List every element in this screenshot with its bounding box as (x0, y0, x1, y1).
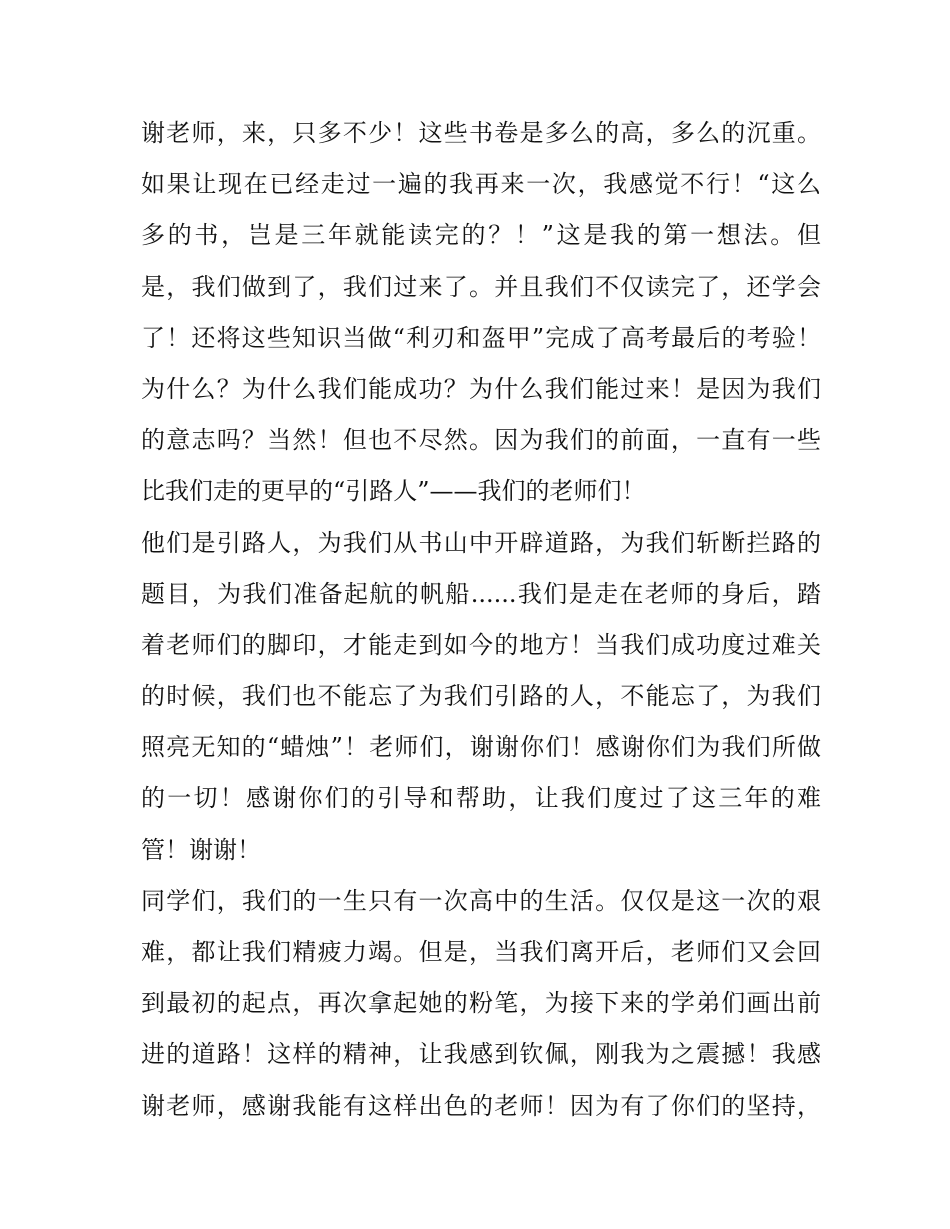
text-line: 了！还将这些知识当做“利刃和盔甲”完成了高考最后的考验！ (141, 323, 821, 352)
text-line: 到最初的起点，再次拿起她的粉笔，为接下来的学弟们画出前 (141, 989, 821, 1018)
text-line: 是，我们做到了，我们过来了。并且我们不仅读完了，还学会 (141, 272, 821, 301)
text-line: 照亮无知的“蜡烛”！老师们，谢谢你们！感谢你们为我们所做 (141, 733, 821, 762)
text-line: 的一切！感谢你们的引导和帮助，让我们度过了这三年的难 (141, 784, 821, 813)
text-line: 谢老师，来，只多不少！这些书卷是多么的高，多么的沉重。 (141, 119, 821, 147)
text-line: 题目，为我们准备起航的帆船......我们是走在老师的身后，踏 (141, 579, 821, 608)
text-line: 为什么？为什么我们能成功？为什么我们能过来！是因为我们 (141, 374, 821, 403)
text-line: 难，都让我们精疲力竭。但是，当我们离开后，老师们又会回 (141, 938, 821, 966)
text-line: 如果让现在已经走过一遍的我再来一次，我感觉不行！“这么 (141, 170, 821, 199)
text-line: 进的道路！这样的精神，让我感到钦佩，刚我为之震撼！我感 (141, 1040, 821, 1069)
text-line: 的意志吗？当然！但也不尽然。因为我们的前面，一直有一些 (141, 426, 821, 455)
text-line: 同学们，我们的一生只有一次高中的生活。仅仅是这一次的艰 (141, 886, 821, 915)
text-line: 他们是引路人，为我们从书山中开辟道路，为我们斩断拦路的 (141, 528, 821, 557)
text-line: 着老师们的脚印，才能走到如今的地方！当我们成功度过难关 (141, 630, 821, 659)
text-line: 谢老师，感谢我能有这样出色的老师！因为有了你们的坚持， (141, 1091, 821, 1120)
paragraph-end-line: 管！谢谢！ (141, 835, 261, 864)
text-line: 的时候，我们也不能忘了为我们引路的人，不能忘了，为我们 (141, 682, 821, 711)
text-line: 多的书，岂是三年就能读完的？！”这是我的第一想法。但 (141, 221, 821, 250)
paragraph-end-line: 比我们走的更早的“引路人”——我们的老师们！ (141, 477, 646, 506)
body-text (141, 108, 821, 1132)
